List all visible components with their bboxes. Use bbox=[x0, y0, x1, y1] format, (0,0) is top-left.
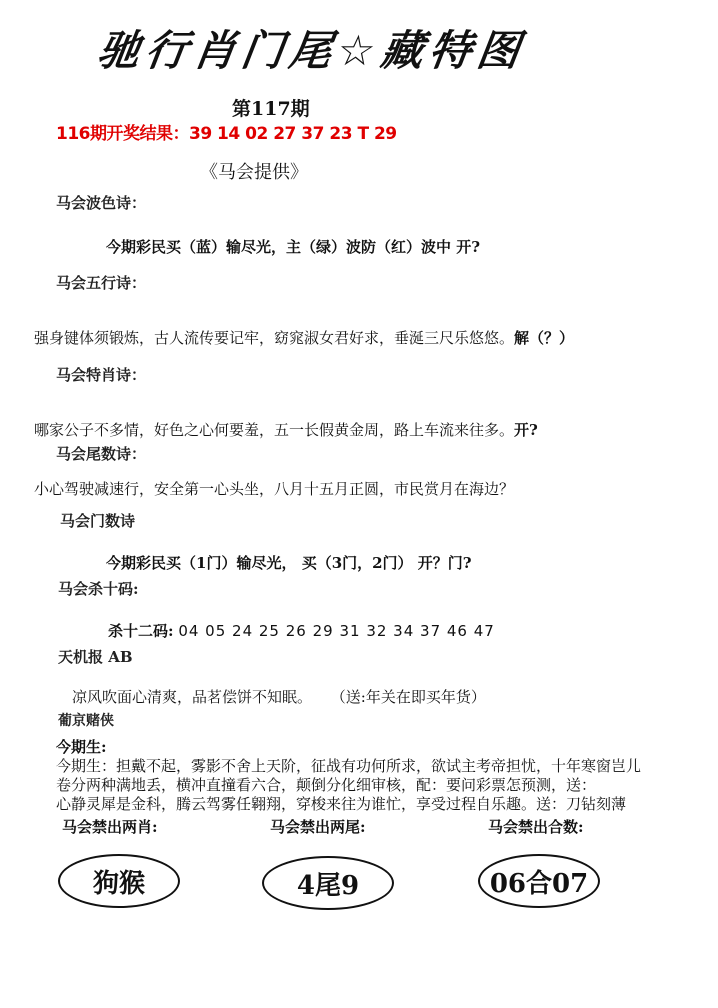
door-poem-line bbox=[106, 552, 472, 573]
forecast-line: 今期生：担戴不起，雾影不舍上天阶，征战有功何所求，欲试主考帝担忧，十年寒窗岂儿 bbox=[56, 757, 642, 775]
ban-tail-label: 马会禁出两尾: bbox=[270, 818, 366, 836]
ban-sum-value: 06合07 bbox=[489, 868, 589, 899]
tail-poem-text: 小心驾驶减速行，安全第一心头坐，八月十五月正圆，市民赏月在海边？ bbox=[34, 480, 515, 498]
kill-twelve-prefix: 杀十二码: bbox=[108, 622, 174, 640]
color-poem-line bbox=[106, 236, 480, 257]
door-poem-text: 今期彩民买（1门）输尽光， bbox=[106, 554, 297, 572]
color-poem-hint: 开? bbox=[456, 238, 481, 256]
issue-number: 第117期 bbox=[232, 98, 310, 120]
zodiac-poem-label: 马会特肖诗： bbox=[56, 366, 147, 384]
ban-sum-oval bbox=[478, 854, 600, 908]
door-poem-label: 马会门数诗 bbox=[60, 512, 136, 530]
zodiac-poem-text: 哪家公子不多情，好色之心何要羞，五一长假黄金周，路上车流来往多。 bbox=[34, 421, 515, 439]
door-poem-hint: 开？门? bbox=[417, 554, 472, 572]
door-poem-buy: 买（3门，2门） bbox=[301, 554, 413, 572]
wuxing-poem-line bbox=[34, 327, 574, 348]
previous-draw-result: 116期开奖结果：39 14 02 27 37 23 T 29 bbox=[56, 124, 397, 144]
color-poem-label: 马会波色诗： bbox=[56, 194, 147, 212]
page-title: 驰行肖门尾☆藏特图 bbox=[94, 26, 529, 75]
forecast-line: 心静灵犀是金科，腾云驾雾任翱翔，穿梭来往为谁忙，享受过程自乐趣。送：刀钻刻薄 bbox=[56, 795, 627, 813]
tail-poem-label: 马会尾数诗： bbox=[56, 445, 147, 463]
forecast-head: 今期生: bbox=[56, 738, 107, 756]
provider-label: 《马会提供》 bbox=[200, 162, 308, 183]
ban-zodiac-label: 马会禁出两肖: bbox=[62, 818, 158, 836]
forecast-label: 葡京赌侠 bbox=[58, 713, 114, 729]
wuxing-poem-hint: 解（？） bbox=[514, 329, 575, 347]
tianji-text: 凉风吹面心清爽，品茗偿饼不知眠。 bbox=[72, 688, 313, 706]
tianji-gift: （送:年关在即买年货） bbox=[330, 688, 486, 706]
ban-sum-label: 马会禁出合数: bbox=[488, 818, 584, 836]
tianji-label: 天机报 AB bbox=[58, 648, 133, 666]
kill-twelve-line bbox=[108, 620, 495, 641]
color-poem-text: 今期彩民买（蓝）输尽光，主（绿）波防（红）波中 bbox=[106, 238, 452, 256]
zodiac-poem-hint: 开? bbox=[514, 421, 538, 439]
ban-zodiac-oval bbox=[58, 854, 180, 908]
kill-numbers-label: 马会杀十码: bbox=[58, 580, 139, 598]
wuxing-poem-label: 马会五行诗： bbox=[56, 274, 147, 292]
ban-tail-oval bbox=[262, 856, 394, 910]
tianji-line bbox=[72, 686, 486, 707]
forecast-line: 卷分两种满地丢，横冲直撞看六合，颠倒分化细审核，配：要问彩票怎预测，送： bbox=[56, 776, 597, 794]
ban-tail-value: 4尾9 bbox=[296, 870, 360, 901]
forecast-block bbox=[56, 738, 716, 814]
wuxing-poem-text: 强身键体须锻炼，古人流传要记牢，窈窕淑女君好求，垂涎三尺乐悠悠。 bbox=[34, 329, 515, 347]
kill-twelve-numbers: 04 05 24 25 26 29 31 32 34 37 46 47 bbox=[178, 622, 495, 640]
ban-zodiac-value: 狗猴 bbox=[92, 868, 145, 899]
zodiac-poem-line bbox=[34, 419, 538, 440]
